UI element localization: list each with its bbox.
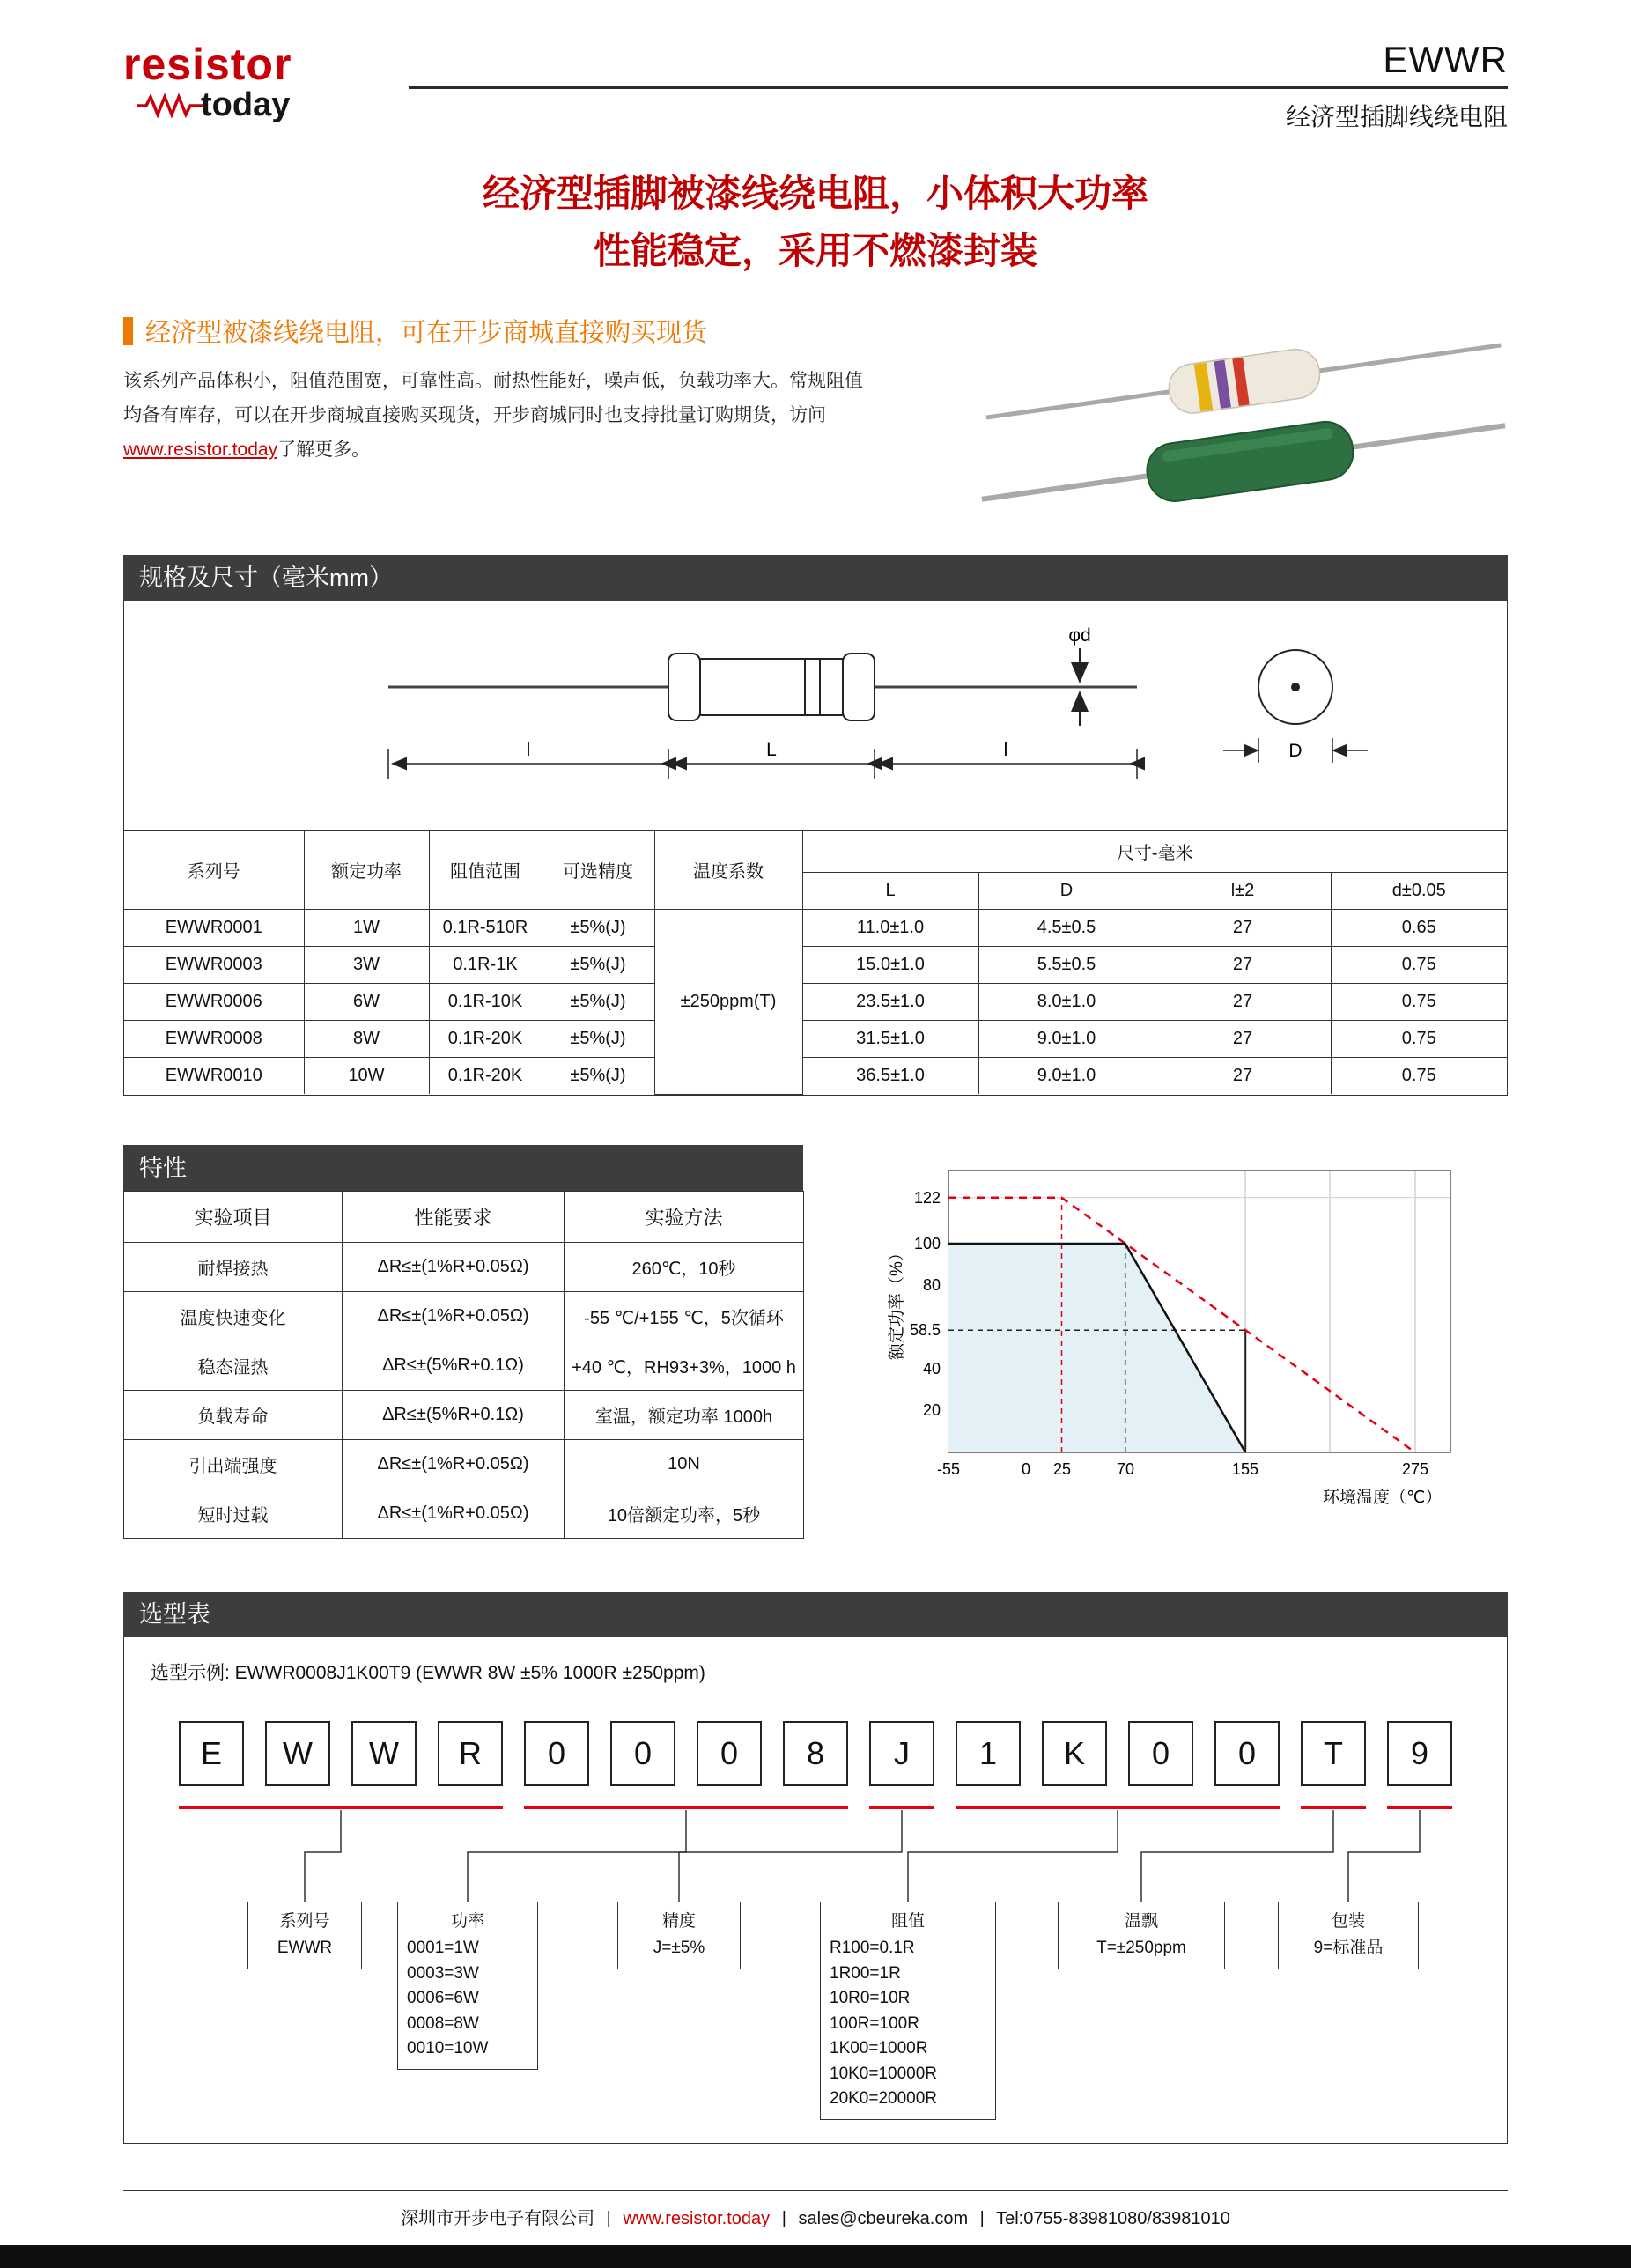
spec-cell: EWWR0010 — [124, 1058, 304, 1095]
feat-row — [124, 1341, 804, 1390]
feat-cell: 10N — [565, 1439, 804, 1489]
code-box: 0 — [524, 1721, 589, 1786]
spec-cell: 23.5±1.0 — [802, 984, 978, 1021]
spec-cell: 15.0±1.0 — [802, 947, 978, 984]
page-title — [123, 165, 1508, 279]
website-link[interactable]: www.resistor.today — [123, 439, 278, 460]
derating-chart — [882, 1149, 1490, 1523]
y-tick-20: 20 — [922, 1400, 941, 1419]
selector-connector-lines — [124, 1637, 1507, 2144]
spec-row — [124, 984, 1507, 1021]
legend-power — [397, 1902, 538, 2070]
group-underline-resistance — [956, 1806, 1280, 1809]
spec-cell: ±5%(J) — [542, 1058, 654, 1095]
legend-line: J=±5% — [653, 1939, 705, 1958]
features-left-column — [123, 1145, 803, 1539]
spec-cell: 27 — [1155, 1021, 1331, 1058]
legend-line: 10R0=10R — [830, 1989, 911, 2008]
header-divider — [409, 86, 1508, 89]
logo-today-text: today — [201, 86, 291, 123]
feat-cell: -55 ℃/+155 ℃，5次循环 — [565, 1291, 804, 1341]
code-box: R — [438, 1721, 503, 1786]
feat-header-item: 实验项目 — [124, 1191, 343, 1242]
spec-cell: ±5%(J) — [542, 984, 654, 1021]
spec-section-header: 规格及尺寸（毫米mm） — [123, 555, 1508, 601]
legend-line: EWWR — [277, 1939, 333, 1958]
y-tick-100: 100 — [913, 1234, 941, 1252]
spec-box — [123, 601, 1508, 1096]
intro-paragraph — [123, 365, 863, 468]
feat-row — [124, 1390, 804, 1439]
spec-cell: 9.0±1.0 — [978, 1021, 1155, 1058]
feat-cell: 温度快速变化 — [124, 1291, 343, 1341]
x-tick-0: 0 — [1021, 1459, 1031, 1478]
feat-cell: 260℃，10秒 — [565, 1242, 804, 1291]
y-tick-58.5: 58.5 — [909, 1320, 941, 1339]
code-box: J — [869, 1721, 934, 1786]
footer-tel: Tel:0755-83981080/83981010 — [996, 2208, 1230, 2228]
feat-header-requirement: 性能要求 — [343, 1191, 565, 1242]
spec-cell: 27 — [1155, 1058, 1331, 1095]
legend-line: 1K00=1000R — [830, 2039, 928, 2058]
group-underline-series — [179, 1806, 503, 1809]
legend-line: 0008=8W — [407, 2013, 479, 2033]
spec-cell: 0.1R-20K — [429, 1058, 542, 1095]
resistor-body-outline — [697, 659, 846, 715]
spec-header-size: 尺寸-毫米 — [802, 831, 1507, 873]
intro-text-column — [123, 313, 898, 520]
spec-cell: 0.75 — [1331, 947, 1507, 984]
spec-section — [123, 555, 1508, 1096]
legend-tolerance-title: 精度 — [661, 1911, 696, 1931]
feat-cell: ΔR≤±(1%R+0.05Ω) — [343, 1489, 565, 1538]
logo-today-row — [136, 86, 387, 124]
code-box: 8 — [783, 1721, 848, 1786]
part-number-boxes — [179, 1721, 1452, 1786]
legend-line: T=±250ppm — [1096, 1939, 1186, 1958]
y-tick-80: 80 — [922, 1275, 941, 1294]
feat-cell: 短时过载 — [124, 1489, 343, 1538]
spec-header-power: 额定功率 — [304, 831, 429, 910]
code-box: E — [179, 1721, 244, 1786]
footer-email[interactable]: sales@cbeureka.com — [798, 2208, 969, 2228]
spec-cell: 31.5±1.0 — [802, 1021, 978, 1058]
lead-right-label: l — [1003, 740, 1008, 761]
spec-cell: 4.5±0.5 — [978, 910, 1155, 947]
legend-tc-title: 温飘 — [1124, 1911, 1158, 1931]
feat-row — [124, 1242, 804, 1291]
spec-cell: ±5%(J) — [542, 1021, 654, 1058]
x-tick--55: -55 — [936, 1459, 961, 1478]
end-diameter-label: D — [1288, 741, 1303, 762]
feat-cell: 负载寿命 — [124, 1390, 343, 1439]
feat-row — [124, 1489, 804, 1538]
spec-cell: 27 — [1155, 947, 1331, 984]
code-box: 0 — [1128, 1721, 1193, 1786]
intro-heading-row — [123, 313, 898, 349]
spec-cell: 8W — [304, 1021, 429, 1058]
resistor-product-image — [979, 313, 1508, 520]
group-underline-tc — [1301, 1806, 1366, 1809]
legend-series — [247, 1902, 362, 1969]
selection-section-header: 选型表 — [123, 1592, 1508, 1637]
spec-table — [124, 830, 1507, 1095]
feat-cell: ΔR≤±(5%R+0.1Ω) — [343, 1341, 565, 1390]
features-table — [123, 1191, 804, 1539]
spec-cell: ±5%(J) — [542, 947, 654, 984]
spec-cell: 9.0±1.0 — [978, 1058, 1155, 1095]
feat-row — [124, 1439, 804, 1489]
lead-left-label: l — [526, 740, 531, 761]
logo-resistor-text: resistor — [123, 40, 292, 89]
green-resistor — [979, 397, 1508, 520]
derating-chart-wrap — [882, 1149, 1490, 1539]
spec-cell: 0.75 — [1331, 984, 1507, 1021]
spec-cell: 0.1R-10K — [429, 984, 542, 1021]
group-underline-packing — [1387, 1806, 1452, 1809]
spec-cell: 36.5±1.0 — [802, 1058, 978, 1095]
series-subtitle: 经济型插脚线绕电阻 — [1285, 103, 1508, 130]
spec-cell: 1W — [304, 910, 429, 947]
product-photo-area — [898, 313, 1508, 520]
spec-cell: EWWR0003 — [124, 947, 304, 984]
feat-cell: 室温，额定功率 1000h — [565, 1390, 804, 1439]
spec-row — [124, 910, 1507, 947]
footer-separator: | — [781, 2208, 786, 2228]
brand-logo — [123, 39, 387, 124]
x-axis-title: 环境温度（℃） — [1323, 1488, 1443, 1507]
heading-accent-bar — [123, 317, 133, 345]
feat-header-method: 实验方法 — [565, 1191, 804, 1242]
spec-cell: 11.0±1.0 — [802, 910, 978, 947]
spec-cell: 27 — [1155, 910, 1331, 947]
code-box: W — [265, 1721, 330, 1786]
x-tick-275: 275 — [1401, 1459, 1429, 1478]
code-box: 0 — [697, 1721, 762, 1786]
resistor-zigzag-icon — [136, 93, 204, 118]
dimension-diagram — [124, 609, 1507, 825]
spec-cell: EWWR0001 — [124, 910, 304, 947]
spec-cell: 5.5±0.5 — [978, 947, 1155, 984]
spec-header-range: 阻值范围 — [429, 831, 542, 910]
white-resistor — [983, 321, 1504, 442]
footer-separator: | — [606, 2208, 611, 2228]
page-title-line2: 性能稳定，采用不燃漆封装 — [593, 230, 1037, 272]
spec-subheader-d: d±0.05 — [1331, 873, 1507, 910]
code-box: W — [351, 1721, 417, 1786]
feat-row — [124, 1291, 804, 1341]
legend-line: 0003=3W — [407, 1963, 479, 1983]
spec-subheader-D: D — [978, 873, 1155, 910]
code-box: 1 — [956, 1721, 1021, 1786]
spec-cell: 0.1R-510R — [429, 910, 542, 947]
spec-cell: ±5%(J) — [542, 910, 654, 947]
x-tick-155: 155 — [1231, 1459, 1259, 1478]
right-end-cap — [843, 654, 875, 720]
legend-packing — [1278, 1902, 1419, 1969]
spec-cell: 27 — [1155, 984, 1331, 1021]
footer — [123, 2190, 1508, 2245]
y-axis-title: 额定功率（%） — [888, 1244, 906, 1360]
feat-cell: 引出端强度 — [124, 1439, 343, 1489]
intro-section — [123, 313, 1508, 520]
legend-line: 1R00=1R — [830, 1963, 901, 1983]
legend-series-title: 系列号 — [279, 1911, 330, 1931]
spec-cell-tc: ±250ppm(T) — [654, 910, 802, 1095]
spec-subheader-L: L — [802, 873, 978, 910]
spec-subheader-l: l±2 — [1155, 873, 1331, 910]
spec-cell: 0.75 — [1331, 1021, 1507, 1058]
footer-separator: | — [979, 2208, 985, 2228]
wire-diameter-label: φd — [1068, 625, 1091, 646]
feat-cell: +40 ℃，RH93+3%，1000 h — [565, 1341, 804, 1390]
spec-cell: 8.0±1.0 — [978, 984, 1155, 1021]
page-title-line1: 经济型插脚被漆线绕电阻，小体积大功率 — [482, 173, 1148, 214]
series-code: EWWR — [1383, 39, 1508, 80]
footer-site-link[interactable]: www.resistor.today — [623, 2208, 771, 2228]
group-underline-power — [524, 1806, 848, 1809]
header — [123, 39, 1508, 133]
spec-row — [124, 1021, 1507, 1058]
features-section — [123, 1145, 1508, 1539]
intro-body-after: 了解更多。 — [277, 439, 371, 460]
legend-resistance — [820, 1902, 996, 2120]
y-tick-40: 40 — [922, 1359, 941, 1378]
spec-header-series: 系列号 — [124, 831, 304, 910]
legend-resistance-title: 阻值 — [890, 1911, 925, 1931]
spec-cell: 3W — [304, 947, 429, 984]
code-box: K — [1042, 1721, 1107, 1786]
feat-cell: ΔR≤±(1%R+0.05Ω) — [343, 1242, 565, 1291]
bottom-black-bar — [0, 2245, 1631, 2268]
spec-header-tolerance: 可选精度 — [542, 831, 654, 910]
selection-example: 选型示例: EWWR0008J1K00T9 (EWWR 8W ±5% 1000R ±250ppm) — [151, 1662, 705, 1683]
legend-tc — [1058, 1902, 1225, 1969]
x-tick-25: 25 — [1052, 1459, 1072, 1478]
feat-cell: ΔR≤±(1%R+0.05Ω) — [343, 1291, 565, 1341]
legend-line: 0010=10W — [407, 2039, 489, 2058]
feat-cell: ΔR≤±(1%R+0.05Ω) — [343, 1439, 565, 1489]
spec-cell: 10W — [304, 1058, 429, 1095]
spec-cell: EWWR0006 — [124, 984, 304, 1021]
header-right — [409, 39, 1508, 133]
legend-line: 0006=6W — [407, 1989, 479, 2008]
spec-cell: 0.65 — [1331, 910, 1507, 947]
code-box: 0 — [1214, 1721, 1280, 1786]
body-length-label: L — [766, 740, 777, 761]
y-tick-122: 122 — [913, 1188, 941, 1207]
spec-row — [124, 1058, 1507, 1095]
footer-company: 深圳市开步电子有限公司 — [401, 2208, 595, 2228]
feat-cell: 稳态湿热 — [124, 1341, 343, 1390]
intro-body-before: 该系列产品体积小，阻值范围宽，可靠性高。耐热性能好，噪声低，负载功率大。常规阻值均备有库存，可以在开步商城直接购买现货，开步商城同时也支持批量订购期货，访问 — [123, 371, 863, 426]
legend-line: 20K0=20000R — [830, 2089, 938, 2109]
feat-cell: 10倍额定功率，5秒 — [565, 1489, 804, 1538]
spec-cell: EWWR0008 — [124, 1021, 304, 1058]
spec-cell: 6W — [304, 984, 429, 1021]
spec-row — [124, 947, 1507, 984]
code-box: 0 — [610, 1721, 675, 1786]
legend-line: 10K0=10000R — [830, 2064, 938, 2083]
end-view-center-dot — [1291, 683, 1300, 691]
legend-packing-title: 包装 — [1331, 1911, 1365, 1931]
legend-line: 0001=1W — [407, 1939, 479, 1958]
group-underline-tolerance — [869, 1806, 934, 1809]
spec-header-tc: 温度系数 — [654, 831, 802, 910]
x-tick-70: 70 — [1116, 1459, 1135, 1478]
legend-line: R100=0.1R — [830, 1939, 915, 1958]
legend-tolerance — [617, 1902, 741, 1969]
feat-cell: 耐焊接热 — [124, 1242, 343, 1291]
spec-cell: 0.1R-1K — [429, 947, 542, 984]
legend-line: 9=标准品 — [1313, 1939, 1384, 1958]
code-box: T — [1301, 1721, 1366, 1786]
rated-area-fill — [948, 1244, 1245, 1452]
features-section-header: 特性 — [123, 1145, 803, 1191]
intro-heading: 经济型被漆线绕电阻，可在开步商城直接购买现货 — [145, 319, 708, 348]
legend-line: 100R=100R — [830, 2013, 919, 2033]
selection-box — [123, 1637, 1508, 2144]
left-end-cap — [668, 654, 700, 720]
selection-section — [123, 1592, 1508, 2144]
code-box: 9 — [1387, 1721, 1452, 1786]
feat-cell: ΔR≤±(5%R+0.1Ω) — [343, 1390, 565, 1439]
legend-power-title: 功率 — [450, 1911, 484, 1931]
dimension-diagram-wrap — [124, 601, 1507, 830]
spec-cell: 0.75 — [1331, 1058, 1507, 1095]
spec-cell: 0.1R-20K — [429, 1021, 542, 1058]
